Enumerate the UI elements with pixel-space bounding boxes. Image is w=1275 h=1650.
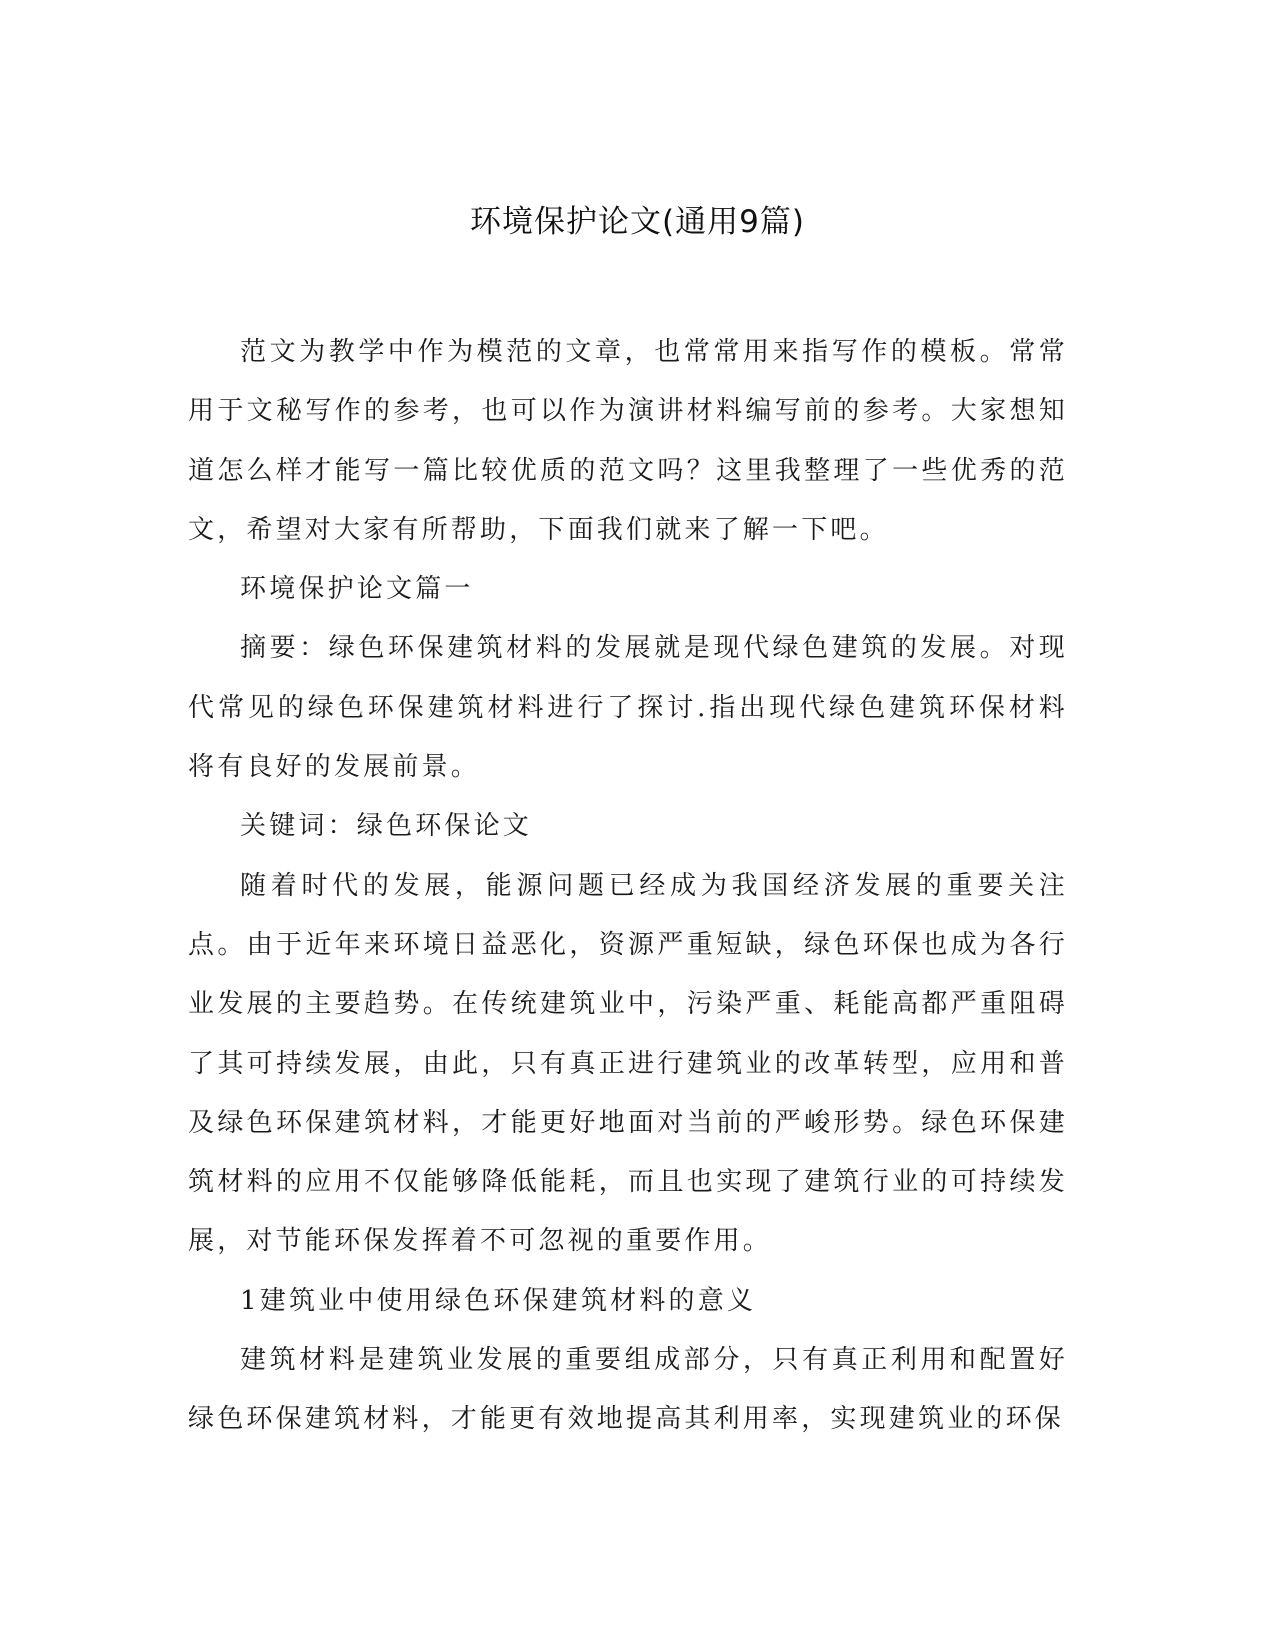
section-heading-significance: 1建筑业中使用绿色环保建筑材料的意义	[240, 1285, 757, 1316]
abstract-paragraph: 摘要：绿色环保建筑材料的发展就是现代绿色建筑的发展。对现代常见的绿色环保建筑材料进行了探讨.指出现代绿色建筑环保材料将有良好的发展前景。	[188, 633, 1068, 783]
document-body	[188, 323, 1068, 1450]
section-heading-essay-one: 环境保护论文篇一	[240, 574, 474, 605]
materials-paragraph: 建筑材料是建筑业发展的重要组成部分，只有真正利用和配置好绿色环保建筑材料，才能更有效地提高其利用率，实现建筑业的环保	[188, 1345, 1068, 1435]
keywords-paragraph: 关键词：绿色环保论文	[240, 811, 533, 842]
intro-paragraph: 范文为教学中作为模范的文章，也常常用来指写作的模板。常常用于文秘写作的参考，也可以作为演讲材料编写前的参考。大家想知道怎么样才能写一篇比较优质的范文吗？这里我整理了一些优秀的范文，希望对大家有所帮助，下面我们就来了解一下吧。	[188, 337, 1068, 545]
background-paragraph: 随着时代的发展，能源问题已经成为我国经济发展的重要关注点。由于近年来环境日益恶化，资源严重短缺，绿色环保也成为各行业发展的主要趋势。在传统建筑业中，污染严重、耗能高都严重阻碍了其可持续发展，由此，只有真正进行建筑业的改革转型，应用和普及绿色环保建筑材料，才能更好地面对当前的严峻形势。绿色环保建筑材料的应用不仅能够降低能耗，而且也实现了建筑行业的可持续发展，对节能环保发挥着不可忽视的重要作用。	[188, 870, 1068, 1257]
document-title: 环境保护论文(通用9篇)	[470, 204, 805, 240]
